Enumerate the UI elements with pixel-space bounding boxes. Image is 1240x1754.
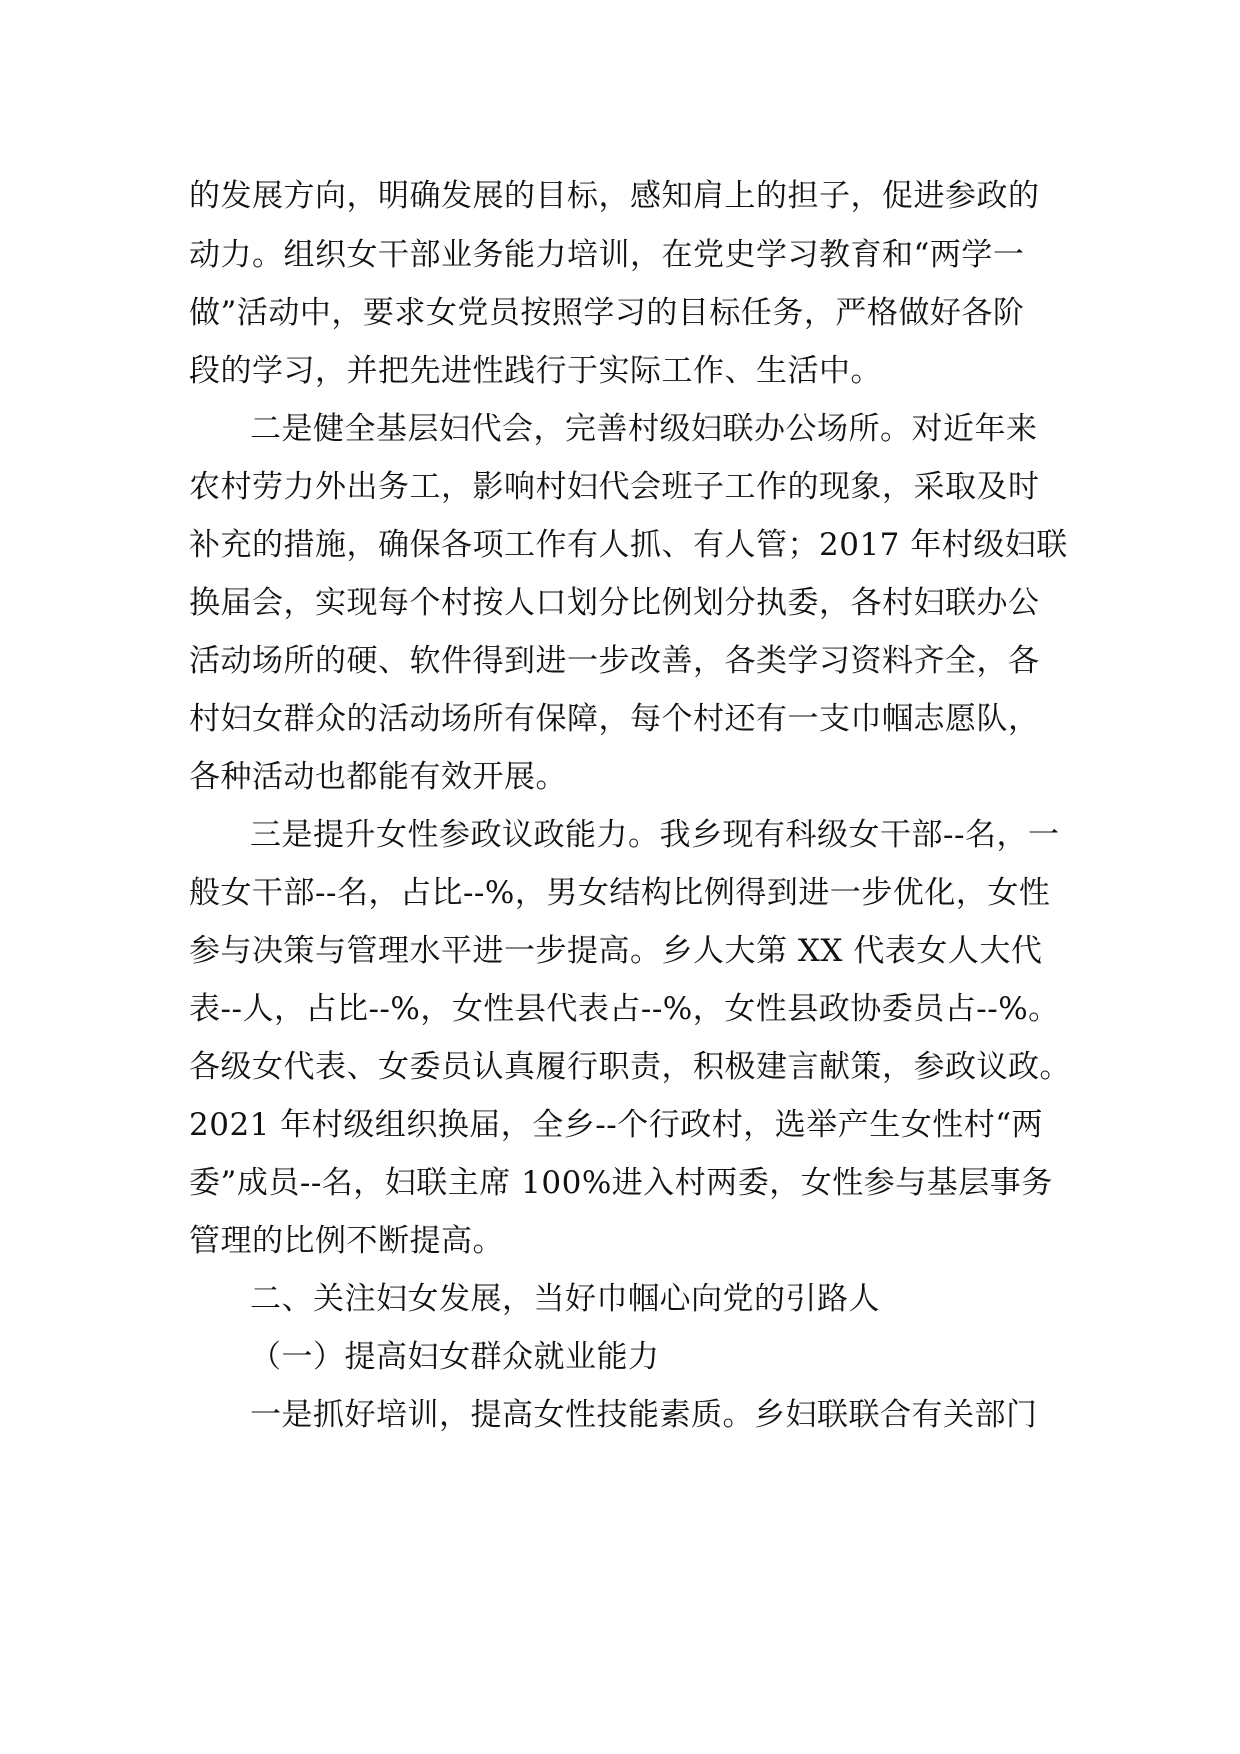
text-line: 2021 年村级组织换届，全乡--个行政村，选举产生女性村“两 bbox=[189, 1107, 1044, 1143]
text-line: 农村劳力外出务工，影响村妇代会班子工作的现象，采取及时 bbox=[189, 469, 1040, 505]
section-heading: 二、关注妇女发展，当好巾帼心向党的引路人 bbox=[250, 1281, 880, 1317]
text-line: 换届会，实现每个村按人口划分比例划分执委，各村妇联办公 bbox=[189, 585, 1040, 621]
paragraph-start-line: 一是抓好培训，提高女性技能素质。乡妇联联合有关部门 bbox=[250, 1397, 1038, 1433]
text-line: 委”成员--名，妇联主席 100%进入村两委，女性参与基层事务 bbox=[189, 1165, 1053, 1201]
text-line: 般女干部--名，占比--%，男女结构比例得到进一步优化，女性 bbox=[189, 875, 1051, 911]
text-line: 动力。组织女干部业务能力培训，在党史学习教育和“两学一 bbox=[189, 237, 1025, 273]
text-line: 的发展方向，明确发展的目标，感知肩上的担子，促进参政的 bbox=[189, 178, 1040, 214]
subsection-heading: （一）提高妇女群众就业能力 bbox=[250, 1339, 660, 1375]
text-line: 表--人，占比--%，女性县代表占--%，女性县政协委员占--%。 bbox=[189, 991, 1060, 1027]
text-line: 各级女代表、女委员认真履行职责，积极建言献策，参政议政。 bbox=[189, 1049, 1071, 1085]
text-line: 参与决策与管理水平进一步提高。乡人大第 XX 代表女人大代 bbox=[189, 933, 1043, 969]
text-line: 管理的比例不断提高。 bbox=[189, 1223, 504, 1259]
text-line: 各种活动也都能有效开展。 bbox=[189, 759, 567, 795]
text-line: 村妇女群众的活动场所有保障，每个村还有一支巾帼志愿队， bbox=[189, 701, 1040, 737]
paragraph-start-line: 三是提升女性参政议政能力。我乡现有科级女干部--名，一 bbox=[250, 817, 1060, 853]
text-line: 做”活动中，要求女党员按照学习的目标任务，严格做好各阶 bbox=[189, 295, 1025, 331]
text-line: 补充的措施，确保各项工作有人抓、有人管；2017 年村级妇联 bbox=[189, 527, 1068, 563]
text-line: 段的学习，并把先进性践行于实际工作、生活中。 bbox=[189, 353, 882, 389]
text-line: 活动场所的硬、软件得到进一步改善，各类学习资料齐全，各 bbox=[189, 643, 1040, 679]
paragraph-start-line: 二是健全基层妇代会，完善村级妇联办公场所。对近年来 bbox=[250, 411, 1038, 447]
